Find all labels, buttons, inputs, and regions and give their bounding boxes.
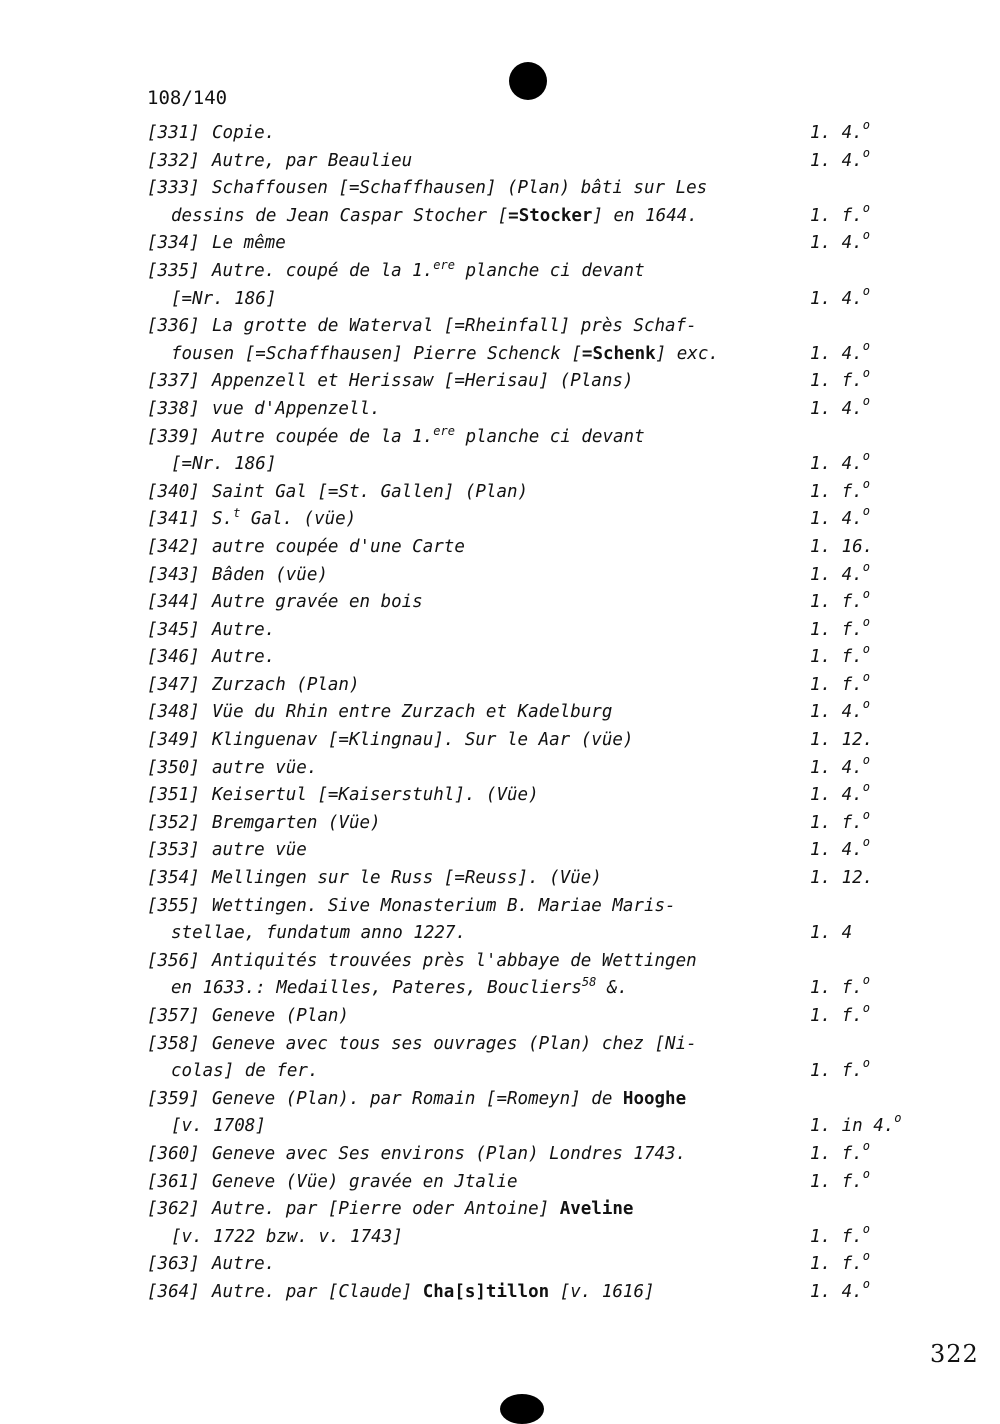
entry-format: 1. 12. [810,730,874,751]
catalogue-entries [0,120,1000,1307]
catalogue-entry [0,506,1000,534]
entry-text: Geneve (Plan) [212,1006,349,1026]
entry-text: Keisertul [=Kaiserstuhl]. (Vüe) [212,785,539,806]
catalogue-entry [0,1276,1000,1307]
catalogue-entry [0,589,1000,617]
entry-format: 1. 4.$^o$ [810,283,870,309]
entry-number: [345] [147,619,200,640]
catalogue-entry [0,752,1000,783]
entry-text: Mellingen sur le Russ [=Reuss]. (Vüe) [212,868,602,889]
catalogue-entry [0,393,1000,424]
entry-line [0,313,1000,341]
entry-number: [342] [147,536,200,557]
entry-line [0,1196,1000,1224]
entry-line [0,368,1000,396]
entry-format: 1. 4.$^o$ [810,449,870,475]
catalogue-entry [0,948,1000,1003]
catalogue-entry [0,893,1000,948]
entry-text: [v. 1708] [171,1116,266,1137]
entry-format: 1. 12. [810,868,874,889]
entry-text: Klinguenav [=Klingnau]. Sur le Aar (vüe) [212,730,634,751]
entry-format: 1. f.$^o$ [810,669,870,695]
entry-line [0,424,1000,452]
entry-format: 1. 4.$^o$ [810,393,870,419]
entry-text: [v. 1722 bzw. v. 1743] [171,1226,403,1247]
catalogue-entry [0,534,1000,562]
entry-text: autre vüe. [212,757,318,778]
entry-number: [347] [147,674,200,695]
catalogue-entry [0,120,1000,148]
catalogue-entry [0,476,1000,507]
entry-format: 1. f.$^o$ [810,366,870,392]
entry-line [0,145,1000,176]
page-number: 108/140 [147,87,228,109]
entry-text: Saint Gal [=St. Gallen] (Plan) [212,481,529,502]
entry-number: [351] [147,785,200,806]
entry-text: Bâden (vüe) [212,564,328,585]
entry-format: 1. f.$^o$ [810,1166,870,1192]
entry-line [0,893,1000,921]
entry-line [0,506,1000,534]
entry-text: autre coupée d'une Carte [212,536,465,557]
entry-text: Autre coupée de la 1.$^{ere}$ planche ci devant [212,423,645,447]
entry-text: S.$^t$ Gal. (vüe) [212,506,357,530]
catalogue-entry [0,614,1000,645]
entry-line [0,1138,1000,1169]
entry-number: [361] [147,1171,200,1192]
entry-format: 1. f.$^o$ [810,1249,870,1275]
entry-line [0,534,1000,562]
entry-text: Geneve (Plan). par Romain [=Romeyn] de Hooghe [212,1088,687,1109]
entry-number: [362] [147,1199,200,1220]
entry-line [0,975,1000,1003]
entry-line [0,644,1000,672]
entry-number: [357] [147,1006,200,1026]
entry-text: fousen [=Schaffhausen] Pierre Schenck [=Schenk] exc. [171,343,719,364]
entry-text: dessins de Jean Caspar Stocher [=Stocker] en 1644. [171,205,698,226]
entry-text: Schaffousen [=Schaffhausen] (Plan) bâti sur Les [212,178,708,199]
entry-text: Bremgarten (Vüe) [212,812,381,833]
entry-number: [339] [147,426,200,447]
entry-format: 1. 16. [810,536,874,557]
catalogue-entry [0,313,1000,368]
entry-format: 1. f.$^o$ [810,973,870,999]
entry-number: [364] [147,1281,200,1302]
entry-line [0,699,1000,727]
entry-line [0,120,1000,148]
entry-line [0,1276,1000,1307]
entry-format: 1. f.$^o$ [810,614,870,640]
entry-format: 1. 4 [810,923,853,944]
entry-text: [=Nr. 186] [171,288,277,309]
entry-line [0,1113,1000,1141]
entry-line [0,727,1000,755]
catalogue-entry [0,368,1000,396]
entry-number: [340] [147,481,200,502]
entry-line [0,614,1000,645]
entry-line [0,200,1000,231]
entry-number: [355] [147,895,200,916]
entry-line [0,1086,1000,1114]
catalogue-entry [0,1251,1000,1279]
catalogue-entry [0,644,1000,672]
entry-format: 1. 4.$^o$ [810,145,870,171]
entry-line [0,948,1000,976]
entry-line [0,175,1000,203]
catalogue-entry [0,782,1000,810]
entry-text: Wettingen. Sive Monasterium B. Mariae Maris- [212,895,676,916]
catalogue-entry [0,669,1000,700]
entry-text: colas] de fer. [171,1061,319,1082]
entry-format: 1. f.$^o$ [810,642,870,668]
entry-number: [352] [147,812,200,833]
entry-text: Geneve avec Ses environs (Plan) Londres 1743. [212,1143,687,1164]
catalogue-entry [0,699,1000,727]
entry-line [0,1251,1000,1279]
entry-line [0,782,1000,810]
entry-text: Autre. par [Pierre oder Antoine] Aveline [212,1199,634,1220]
catalogue-entry [0,145,1000,176]
catalogue-entry [0,865,1000,893]
entry-number: [346] [147,647,200,668]
entry-format: 1. f.$^o$ [810,807,870,833]
entry-text: Copie. [212,123,276,143]
catalogue-entry [0,559,1000,590]
entry-format: 1. 4.$^o$ [810,559,870,585]
punch-hole-top [509,62,547,100]
entry-text: autre vüe [212,840,307,861]
entry-format: 1. f.$^o$ [810,200,870,226]
entry-number: [333] [147,178,200,199]
entry-number: [354] [147,868,200,889]
entry-format: 1. f.$^o$ [810,476,870,502]
catalogue-entry [0,230,1000,258]
entry-number: [353] [147,840,200,861]
handwritten-page-number: 322 [930,1340,979,1368]
entry-text: Autre. [212,647,276,668]
entry-format: 1. in 4.$^o$ [810,1111,902,1137]
catalogue-entry [0,807,1000,838]
entry-line [0,589,1000,617]
punch-hole-bottom [500,1394,544,1424]
entry-number: [356] [147,950,200,971]
entry-number: [337] [147,371,200,392]
entry-line [0,559,1000,590]
entry-number: [338] [147,398,200,419]
entry-text: Autre. coupé de la 1.$^{ere}$ planche ci devant [212,258,645,281]
catalogue-entry [0,1196,1000,1251]
entry-number: [341] [147,509,200,530]
entry-text: Vüe du Rhin entre Zurzach et Kadelburg [212,702,613,723]
entry-text: Le même [212,233,286,254]
entry-line [0,451,1000,479]
catalogue-entry [0,1166,1000,1197]
entry-number: [350] [147,757,200,778]
entry-format: 1. f.$^o$ [810,1221,870,1247]
entry-line [0,1221,1000,1252]
entry-format: 1. 4.$^o$ [810,1276,870,1302]
entry-number: [344] [147,592,200,613]
entry-text: La grotte de Waterval [=Rheinfall] près Schaf- [212,316,697,337]
entry-line [0,807,1000,838]
entry-number: [349] [147,730,200,751]
catalogue-entry [0,1003,1000,1031]
entry-line [0,283,1000,314]
entry-format: 1. 4.$^o$ [810,780,870,806]
entry-line [0,837,1000,865]
entry-format: 1. 4.$^o$ [810,228,870,254]
entry-number: [358] [147,1033,200,1054]
entry-number: [332] [147,150,200,171]
entry-line [0,1166,1000,1197]
entry-text: Geneve (Vüe) gravée en Jtalie [212,1171,518,1192]
entry-text: Autre gravée en bois [212,592,423,613]
catalogue-entry [0,1138,1000,1169]
entry-line [0,865,1000,893]
entry-line [0,669,1000,700]
entry-number: [334] [147,233,200,254]
entry-text: vue d'Appenzell. [212,398,381,419]
entry-text: Appenzell et Herissaw [=Herisau] (Plans) [212,371,634,392]
entry-text: Autre. [212,1254,276,1275]
entry-line [0,1031,1000,1059]
entry-number: [348] [147,702,200,723]
entry-text: Zurzach (Plan) [212,674,360,695]
catalogue-entry [0,258,1000,313]
entry-format: 1. f.$^o$ [810,1138,870,1164]
entry-number: [359] [147,1088,200,1109]
entry-format: 1. 4.$^o$ [810,752,870,778]
entry-text: Autre. par [Claude] Cha[s]tillon [v. 1616] [212,1281,655,1302]
entry-line [0,1058,1000,1086]
entry-text: Antiquités trouvées près l'abbaye de Wettingen [212,950,697,971]
entry-format: 1. 4.$^o$ [810,697,870,723]
entry-number: [343] [147,564,200,585]
entry-text: Autre. [212,619,276,640]
entry-line [0,393,1000,424]
entry-line [0,338,1000,369]
entry-number: [336] [147,316,200,337]
catalogue-entry [0,837,1000,865]
catalogue-entry [0,727,1000,755]
entry-number: [331] [147,123,200,143]
entry-line [0,230,1000,258]
entry-text: [=Nr. 186] [171,454,277,475]
entry-text: Autre, par Beaulieu [212,150,413,171]
entry-number: [363] [147,1254,200,1275]
catalogue-entry [0,1086,1000,1141]
entry-text: Geneve avec tous ses ouvrages (Plan) chez [Ni- [212,1033,697,1054]
entry-line [0,1003,1000,1031]
entry-text: en 1633.: Medailles, Pateres, Boucliers$^{58}$ &. [171,975,628,999]
entry-number: [335] [147,260,200,281]
catalogue-entry [0,424,1000,479]
entry-line [0,920,1000,948]
entry-format: 1. 4.$^o$ [810,118,870,143]
entry-line [0,258,1000,286]
entry-format: 1. f.$^o$ [810,1056,870,1082]
catalogue-entry [0,175,1000,230]
entry-number: [360] [147,1143,200,1164]
entry-format: 1. 4.$^o$ [810,504,870,530]
entry-line [0,752,1000,783]
entry-format: 1. 4.$^o$ [810,835,870,861]
catalogue-entry [0,1031,1000,1086]
entry-line [0,476,1000,507]
entry-text: stellae, fundatum anno 1227. [171,923,467,944]
entry-format: 1. f.$^o$ [810,1001,870,1026]
entry-format: 1. f.$^o$ [810,587,870,613]
entry-format: 1. 4.$^o$ [810,338,870,364]
